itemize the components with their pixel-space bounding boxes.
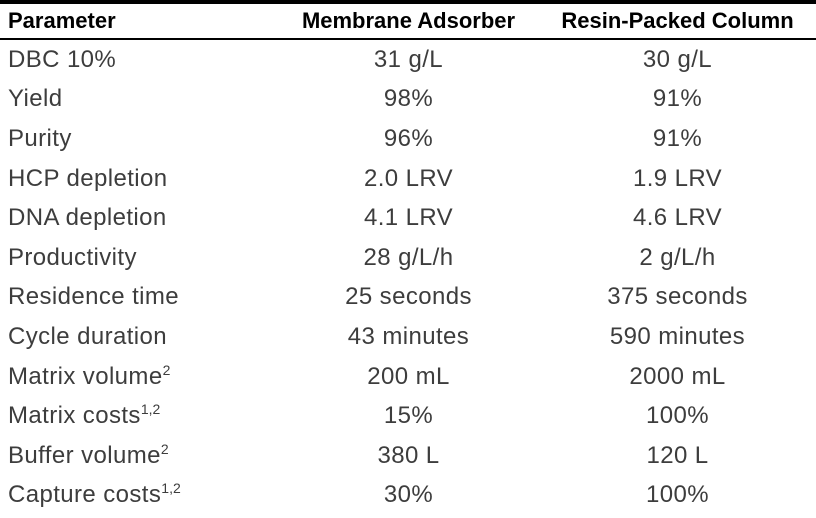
membrane-value-cell: 200 mL — [367, 362, 450, 390]
parameter-cell: Productivity — [8, 243, 137, 271]
resin-value-cell: 590 minutes — [609, 322, 746, 350]
table-row — [0, 80, 816, 120]
footnote-marker: 2 — [160, 440, 169, 457]
resin-value-cell: 120 L — [646, 441, 709, 469]
membrane-value-cell: 25 seconds — [345, 283, 472, 311]
resin-value-cell: 2000 mL — [629, 362, 726, 390]
footnote-marker: 1,2 — [140, 401, 161, 418]
header-row — [0, 2, 816, 39]
footnote-marker: 1,2 — [161, 480, 181, 497]
membrane-value-cell: 43 minutes — [347, 322, 470, 350]
table-row — [0, 278, 816, 318]
resin-value-cell: 100% — [646, 402, 709, 430]
table-row — [0, 119, 816, 159]
parameter-cell: Yield — [8, 85, 63, 113]
resin-value-cell: 2 g/L/h — [639, 243, 716, 271]
resin-value-cell: 4.6 LRV — [632, 204, 723, 232]
membrane-value-cell: 96% — [383, 124, 434, 152]
membrane-value-cell: 28 g/L/h — [363, 243, 454, 271]
parameter-cell: DNA depletion — [8, 204, 167, 232]
table-row — [0, 357, 816, 397]
resin-value-cell: 1.9 LRV — [632, 164, 723, 192]
table-row — [0, 39, 816, 80]
parameter-cell: Capture costs$^{1,2}$ — [8, 480, 181, 509]
header-membrane-adsorber: Membrane Adsorber — [278, 2, 539, 39]
membrane-value-cell: 380 L — [377, 441, 440, 469]
membrane-value-cell: 98% — [383, 85, 434, 113]
parameter-cell: Purity — [8, 124, 72, 152]
membrane-value-cell: 15% — [383, 402, 434, 430]
membrane-value-cell: 2.0 LRV — [363, 164, 454, 192]
table-row — [0, 436, 816, 476]
table-row — [0, 159, 816, 199]
resin-value-cell: 375 seconds — [607, 283, 748, 311]
parameter-cell: Matrix volume$^2$ — [8, 361, 171, 390]
table-body — [0, 39, 816, 515]
table-row — [0, 238, 816, 278]
parameter-cell: HCP depletion — [8, 164, 168, 192]
membrane-value-cell: 31 g/L — [373, 45, 444, 73]
resin-value-cell: 30 g/L — [642, 45, 713, 73]
parameter-cell: Buffer volume$^2$ — [8, 440, 169, 469]
header-parameter: Parameter — [0, 2, 278, 39]
membrane-value-cell: 4.1 LRV — [363, 204, 454, 232]
parameter-cell: Cycle duration — [8, 322, 168, 350]
table-row — [0, 476, 816, 516]
header-resin-packed-column: Resin-Packed Column — [539, 2, 816, 39]
table-row — [0, 198, 816, 238]
resin-value-cell: 91% — [652, 124, 703, 152]
resin-value-cell: 100% — [646, 481, 709, 509]
parameter-cell: Matrix costs$^{1,2}$ — [8, 401, 161, 430]
parameter-cell: DBC 10% — [8, 45, 117, 73]
resin-value-cell: 91% — [652, 85, 703, 113]
table-row — [0, 396, 816, 436]
parameter-cell: Residence time — [8, 283, 180, 311]
membrane-value-cell: 30% — [383, 481, 434, 509]
table-row — [0, 317, 816, 357]
footnote-marker: 2 — [162, 361, 171, 378]
